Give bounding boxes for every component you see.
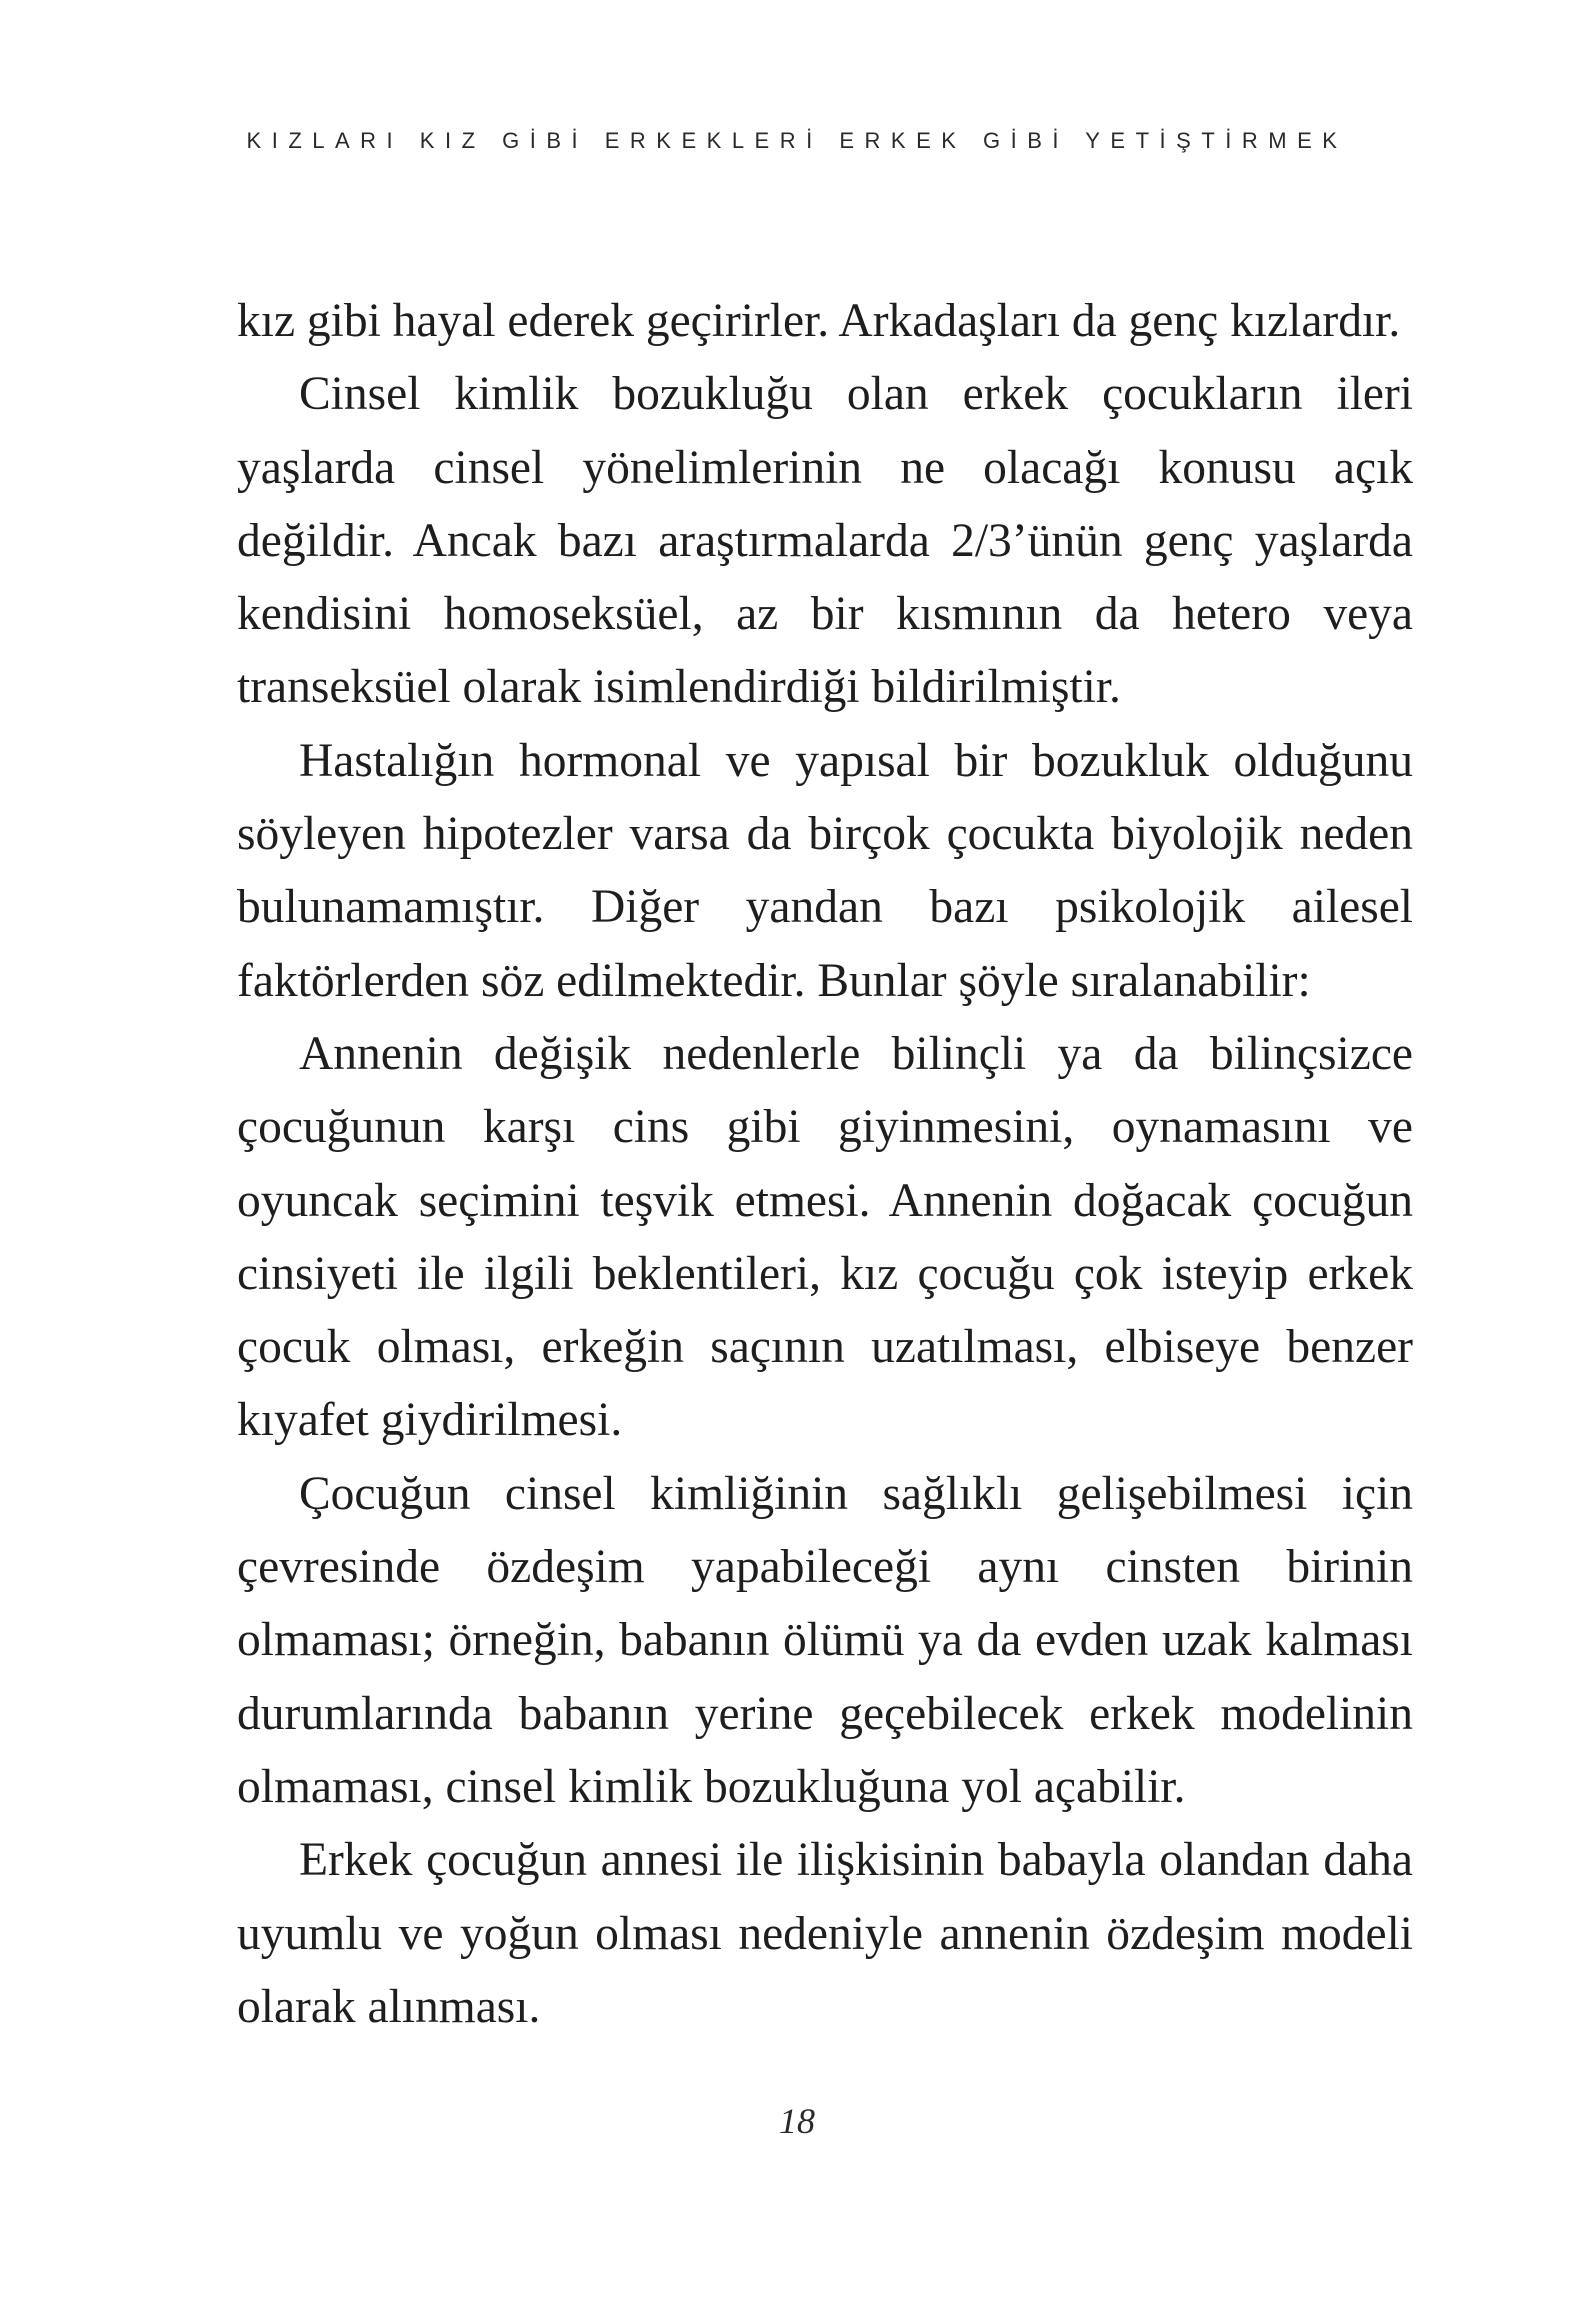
paragraph: Cinsel kimlik bozukluğu olan erkek çocukların ileri yaşlarda cinsel yönelimlerinin ne olacağı konusu açık değildir. Ancak bazı araştırmalarda 2/3’ünün genç yaşlarda kendisini homoseksüel, az bir kısmının da hetero veya transeksüel olarak isimlendirdiği bildirilmiştir. xyxy=(237,368,1413,714)
body-text xyxy=(237,285,1413,2044)
running-header: KIZLARI KIZ GİBİ ERKEKLERİ ERKEK GİBİ YETİŞTİRMEK xyxy=(246,128,1348,153)
paragraph-continuation: kız gibi hayal ederek geçirirler. Arkadaşları da genç kızlardır. xyxy=(237,295,1401,347)
paragraph: Hastalığın hormonal ve yapısal bir bozukluk olduğunu söyleyen hipotezler varsa da birçok çocukta biyolojik neden bulunamamıştır. Diğer yandan bazı psikolojik ailesel faktörlerden söz edilmektedir. Bunlar şöyle sıralanabilir: xyxy=(237,734,1413,1007)
paragraph: Çocuğun cinsel kimliğinin sağlıklı gelişebilmesi için çevresinde özdeşim yapabileceği aynı cinsten birinin olmaması; örneğin, babanın ölümü ya da evden uzak kalması durumlarında babanın yerine geçebilecek erkek modelinin olmaması, cinsel kimlik bozukluğuna yol açabilir. xyxy=(237,1467,1413,1813)
page-number: 18 xyxy=(779,2101,815,2141)
paragraph: Annenin değişik nedenlerle bilinçli ya da bilinçsizce çocuğunun karşı cins gibi giyinmesini, oynamasını ve oyuncak seçimini teşvik etmesi. Annenin doğacak çocuğun cinsiyeti ile ilgili beklentileri, kız çocuğu çok isteyip erkek çocuk olması, erkeğin saçının uzatılması, elbiseye benzer kıyafet giydirilmesi. xyxy=(237,1027,1413,1447)
paragraph: Erkek çocuğun annesi ile ilişkisinin babayla olandan daha uyumlu ve yoğun olması nedeniyle annenin özdeşim modeli olarak alınması. xyxy=(237,1834,1413,2033)
